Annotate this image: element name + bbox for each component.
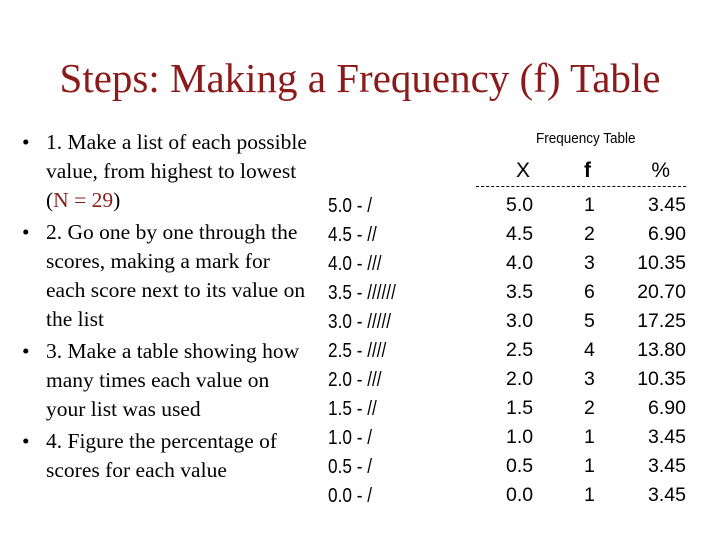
table-row <box>476 339 696 368</box>
header-x: X <box>516 159 531 182</box>
bullet-text: 4. Figure the percentage of scores for each value <box>46 429 278 482</box>
cell-f: 2 <box>584 397 595 419</box>
tally-row: 1.0 - / <box>328 427 372 449</box>
table-row <box>476 310 696 339</box>
cell-x: 4.0 <box>506 252 534 274</box>
cell-f: 2 <box>584 223 595 245</box>
tally-row: 0.5 - / <box>328 456 372 478</box>
cell-f: 3 <box>584 252 595 274</box>
frequency-table-header <box>476 156 686 187</box>
cell-percent: 20.70 <box>637 281 686 303</box>
bullet-text <box>46 128 314 215</box>
bullet-text: 2. Go one by one through the scores, making a mark for each score next to its value on the list <box>46 220 306 331</box>
cell-f: 1 <box>584 194 595 216</box>
tally-row: 2.5 - //// <box>328 340 387 362</box>
cell-percent: 10.35 <box>637 368 686 390</box>
table-row <box>476 397 696 426</box>
cell-f: 1 <box>584 426 595 448</box>
tally-row: 5.0 - / <box>328 195 372 217</box>
table-row <box>476 368 696 397</box>
tally-row: 1.5 - // <box>328 398 377 420</box>
cell-percent: 3.45 <box>648 455 686 477</box>
header-percent: % <box>651 159 670 182</box>
cell-percent: 6.90 <box>648 397 686 419</box>
bullet-marker: • <box>22 429 30 453</box>
slide-title: Steps: Making a Frequency (f) Table <box>59 55 661 101</box>
cell-percent: 10.35 <box>637 252 686 274</box>
cell-f: 1 <box>584 484 595 506</box>
cell-f: 3 <box>584 368 595 390</box>
header-f: f <box>584 159 591 182</box>
bullet-item <box>22 337 314 424</box>
cell-x: 0.5 <box>506 455 534 477</box>
cell-f: 6 <box>584 281 595 303</box>
cell-percent: 3.45 <box>648 426 686 448</box>
cell-x: 2.0 <box>506 368 534 390</box>
table-row <box>476 455 696 484</box>
cell-percent: 3.45 <box>648 194 686 216</box>
tally-row: 4.5 - // <box>328 224 377 246</box>
cell-x: 3.0 <box>506 310 534 332</box>
cell-x: 1.5 <box>506 397 534 419</box>
frequency-table-title: Frequency Table <box>536 130 636 147</box>
cell-x: 0.0 <box>506 484 534 506</box>
cell-x: 4.5 <box>506 223 534 245</box>
cell-x: 1.0 <box>506 426 534 448</box>
bullet-text-end: ) <box>113 188 121 212</box>
cell-percent: 17.25 <box>637 310 686 332</box>
cell-x: 5.0 <box>506 194 534 216</box>
table-row <box>476 281 696 310</box>
sample-size-highlight: N = 29 <box>53 188 114 212</box>
tally-list <box>328 192 407 511</box>
bullet-marker: • <box>22 130 30 154</box>
tally-row: 4.0 - /// <box>328 253 382 275</box>
frequency-table-body <box>476 194 696 513</box>
cell-x: 3.5 <box>506 281 534 303</box>
cell-percent: 6.90 <box>648 223 686 245</box>
cell-f: 5 <box>584 310 595 332</box>
bullet-item <box>22 218 314 334</box>
table-row <box>476 252 696 281</box>
bullet-list <box>22 128 314 488</box>
bullet-marker: • <box>22 339 30 363</box>
bullet-text: 3. Make a table showing how many times each value on your list was used <box>46 339 300 421</box>
bullet-marker: • <box>22 220 30 244</box>
table-row <box>476 223 696 252</box>
cell-f: 1 <box>584 455 595 477</box>
cell-percent: 13.80 <box>637 339 686 361</box>
table-row <box>476 194 696 223</box>
tally-row: 3.5 - ////// <box>328 282 396 304</box>
bullet-text-main: 1. Make a list of each possible value, from highest to lowest ( <box>46 130 307 212</box>
table-row <box>476 426 696 455</box>
cell-x: 2.5 <box>506 339 534 361</box>
tally-row: 0.0 - / <box>328 485 372 507</box>
tally-row: 3.0 - ///// <box>328 311 392 333</box>
cell-percent: 3.45 <box>648 484 686 506</box>
cell-f: 4 <box>584 339 595 361</box>
bullet-item <box>22 128 314 215</box>
bullet-item <box>22 427 314 485</box>
table-row <box>476 484 696 513</box>
tally-row: 2.0 - /// <box>328 369 382 391</box>
